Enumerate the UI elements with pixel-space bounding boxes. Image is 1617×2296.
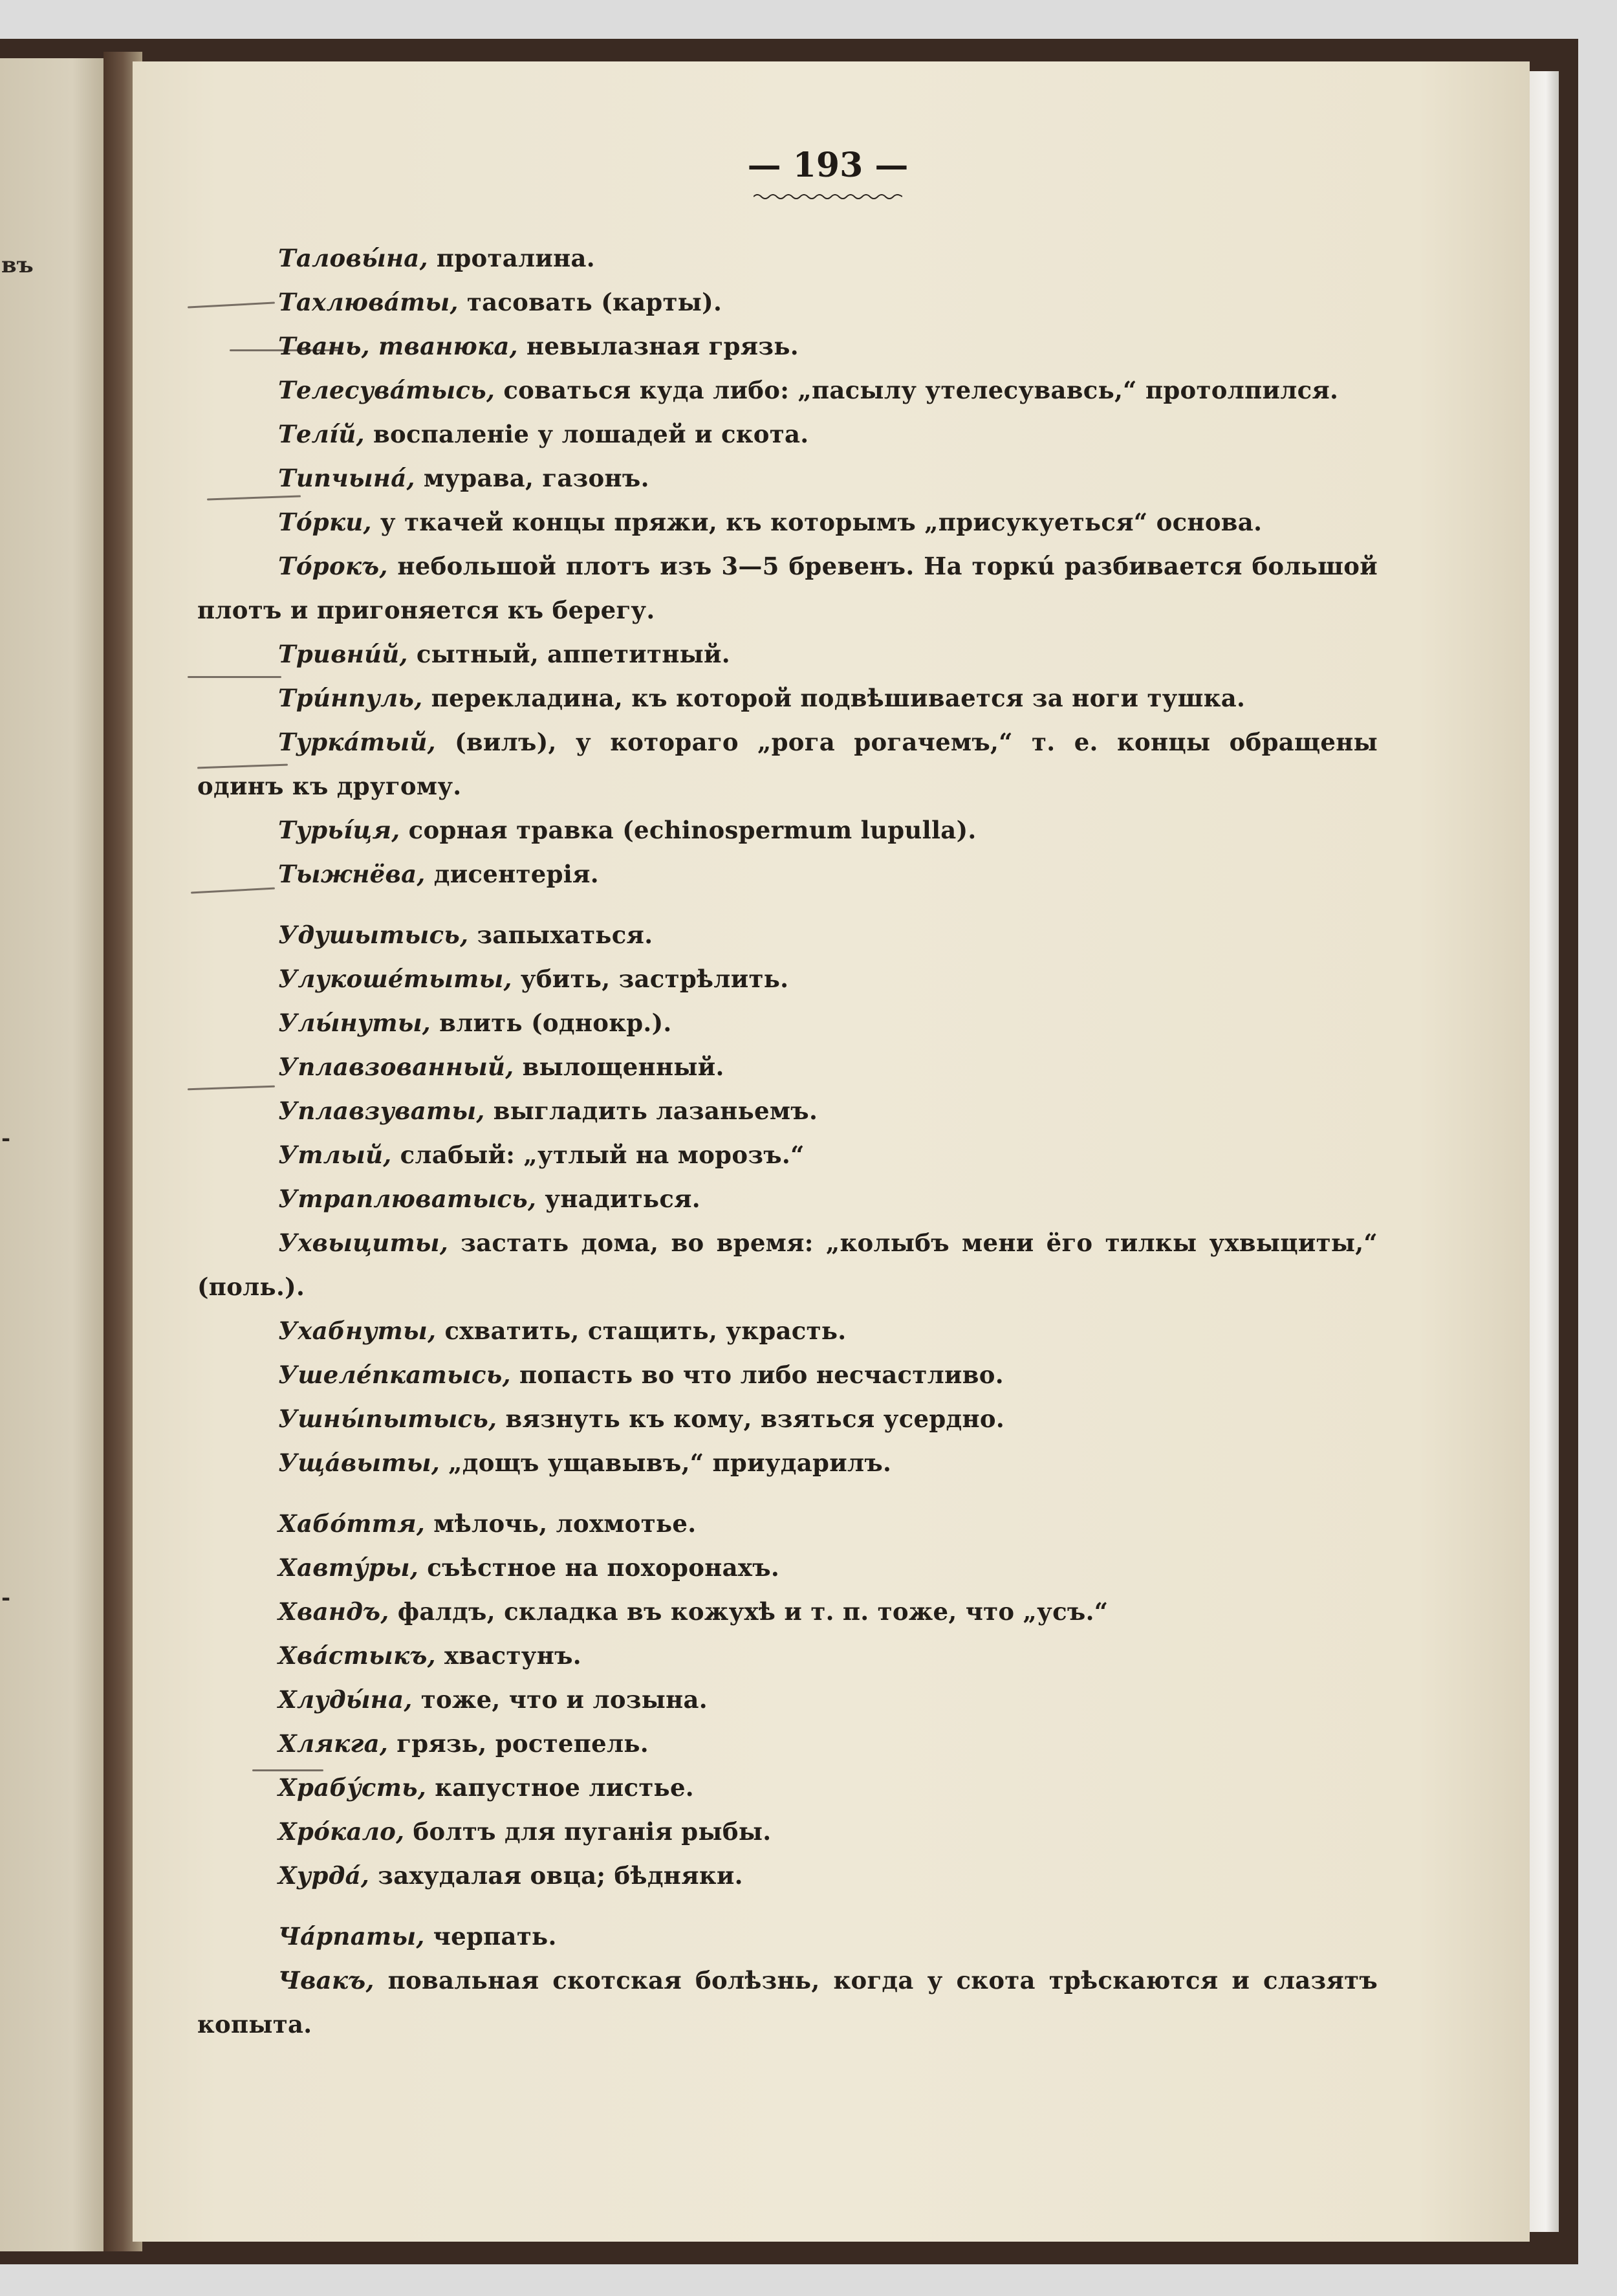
page-number: — 193 — (747, 146, 909, 185)
entry-definition: дисентерія. (425, 860, 599, 888)
entry-definition: попасть во что либо несчастливо. (510, 1361, 1004, 1389)
entry-definition: перекладина, къ которой подвѣшивается за ноги тушка. (422, 684, 1246, 712)
dictionary-entry (197, 1809, 1378, 1853)
entry-definition: болтъ для пуганія рыбы. (404, 1817, 772, 1846)
dictionary-entry (197, 1853, 1378, 1897)
dictionary-entry (197, 1678, 1378, 1722)
entry-definition: у ткачей концы пряжи, къ которымъ „присукуеться“ основа. (371, 508, 1263, 536)
entry-definition: хвастунъ. (435, 1641, 581, 1670)
entry-definition: повальная скотская болѣзнь, когда у скота трѣскаются и слазятъ копыта. (197, 1966, 1378, 2039)
entry-headword: Три́нпуль, (278, 684, 423, 712)
left-page-fragment: - (1, 1126, 11, 1152)
entry-definition: капустное листье. (426, 1773, 694, 1802)
entry-headword: Утраплюватысь, (278, 1185, 537, 1213)
entry-headword: Ча́рпаты, (278, 1922, 425, 1951)
entry-headword: То́рокъ, (278, 552, 388, 580)
dictionary-entry (197, 1546, 1378, 1590)
entry-definition: соваться куда либо: „пасылу утелесувавсь,“ протолпился. (495, 376, 1339, 404)
entry-definition: фалдъ, складка въ кожухѣ и т. п. тоже, что „усъ.“ (389, 1597, 1109, 1626)
entry-definition: слабый: „утлый на морозъ.“ (391, 1141, 805, 1169)
entry-definition: выгладить лазаньемъ. (484, 1097, 818, 1125)
dictionary-entry (197, 720, 1378, 808)
entry-definition: тоже, что и лозына. (412, 1685, 708, 1714)
entry-headword: Хро́кало, (278, 1817, 405, 1846)
entry-definition: проталина. (428, 244, 595, 272)
entry-headword: Улукоше́тыты, (278, 965, 512, 993)
entry-definition: запыхаться. (468, 921, 653, 949)
entry-headword: Ушны́пытысь, (278, 1405, 497, 1433)
entry-definition: вязнуть къ кому, взяться усердно. (497, 1405, 1005, 1433)
dictionary-entry (197, 500, 1378, 544)
entry-headword: Хавту́ры, (278, 1553, 419, 1582)
entry-headword: Хвандъ, (278, 1597, 389, 1626)
entry-definition: мѣлочь, лохмотье. (425, 1509, 697, 1538)
dictionary-entry (197, 1914, 1378, 1958)
dictionary-entry (197, 913, 1378, 957)
entry-headword: Ушеле́пкатысь, (278, 1361, 511, 1389)
dictionary-entries (197, 236, 1378, 2046)
dictionary-entry (197, 1590, 1378, 1634)
entry-definition: вылощенный. (514, 1053, 724, 1081)
dictionary-entry (197, 1309, 1378, 1353)
dictionary-entry (197, 1722, 1378, 1766)
dictionary-entry (197, 280, 1378, 324)
entry-definition: унадиться. (536, 1185, 700, 1213)
entry-headword: Хва́стыкъ, (278, 1641, 436, 1670)
entry-headword: Ухабнуты, (278, 1317, 437, 1345)
dictionary-entry (197, 1001, 1378, 1045)
page-number-underline (754, 193, 902, 201)
entry-definition: невылазная грязь. (517, 332, 799, 360)
dictionary-entry (197, 236, 1378, 280)
page-stack-edge (1526, 71, 1559, 2232)
entry-headword: Твань, тванюка, (278, 332, 518, 360)
entry-definition: (вилъ), у котораго „рога рогачемъ,“ т. е. концы обращены одинъ къ другому. (197, 728, 1378, 800)
entry-definition: влить (однокр.). (430, 1009, 672, 1037)
entry-definition: черпать. (424, 1922, 557, 1951)
entry-headword: Телі́й, (278, 420, 365, 448)
entry-headword: Ухвыциты, (278, 1229, 449, 1257)
dictionary-entry (197, 368, 1378, 412)
entry-headword: Хурда́, (278, 1861, 370, 1890)
entry-headword: Утлый, (278, 1141, 392, 1169)
entry-headword: Храбу́сть, (278, 1773, 427, 1802)
left-page-fragment: въ (1, 252, 34, 278)
entry-headword: Уплавзованный, (278, 1053, 514, 1081)
entry-definition: грязь, ростепель. (388, 1729, 649, 1758)
left-page-fragment: - (1, 1585, 11, 1611)
dictionary-entry (197, 632, 1378, 676)
entry-headword: Турка́тый, (278, 728, 436, 756)
entry-headword: Чвакъ, (278, 1966, 374, 1995)
entry-headword: Ущáвыты, (278, 1449, 440, 1477)
dictionary-entry (197, 544, 1378, 632)
dictionary-entry (197, 1089, 1378, 1133)
entry-definition: тасовать (карты). (458, 288, 722, 316)
dictionary-entry (197, 808, 1378, 852)
entry-definition: сорная травка (echinospermum lupulla). (400, 816, 977, 844)
entry-definition: мурава, газонъ. (415, 464, 649, 492)
dictionary-entry (197, 1353, 1378, 1397)
entry-definition: захудалая овца; бѣдняки. (369, 1861, 743, 1890)
entry-definition: воспаленіе у лошадей и скота. (364, 420, 809, 448)
entry-headword: Удушытысь, (278, 921, 469, 949)
dictionary-entry (197, 1958, 1378, 2046)
dictionary-entry (197, 1177, 1378, 1221)
entry-definition: убить, застрѣлить. (512, 965, 789, 993)
dictionary-entry (197, 1133, 1378, 1177)
dictionary-entry (197, 456, 1378, 500)
entry-headword: Хлякга, (278, 1729, 389, 1758)
entry-headword: Тривни́й, (278, 640, 408, 668)
entry-headword: Телесува́тысь, (278, 376, 495, 404)
dictionary-entry (197, 412, 1378, 456)
entry-headword: Тахлюва́ты, (278, 288, 459, 316)
entry-headword: Уплавзуваты, (278, 1097, 485, 1125)
dictionary-entry (197, 957, 1378, 1001)
entry-headword: Типчына́, (278, 464, 415, 492)
dictionary-entry (197, 324, 1378, 368)
left-page-edge (0, 58, 103, 2251)
entry-headword: Турьíця, (278, 816, 400, 844)
entry-headword: Тыжнёва, (278, 860, 426, 888)
entry-headword: Улы́нуты, (278, 1009, 431, 1037)
entry-definition: застать дома, во время: „колыбъ мени ёго тилкы ухвыциты,“ (поль.). (197, 1229, 1378, 1301)
entry-definition: сытный, аппетитный. (407, 640, 730, 668)
dictionary-entry (197, 1502, 1378, 1546)
entry-headword: Таловы́на, (278, 244, 428, 272)
dictionary-entry (197, 1766, 1378, 1809)
dictionary-entry (197, 852, 1378, 896)
entry-definition: небольшой плотъ изъ 3—5 бревенъ. На торкú разбивается большой плотъ и пригоняется къ берегу. (197, 552, 1378, 624)
entry-headword: Хлуды́на, (278, 1685, 413, 1714)
dictionary-entry (197, 1221, 1378, 1309)
entry-headword: То́рки, (278, 508, 372, 536)
dictionary-entry (197, 1045, 1378, 1089)
dictionary-entry (197, 1397, 1378, 1441)
dictionary-entry (197, 1634, 1378, 1678)
entry-definition: схватить, стащить, украсть. (436, 1317, 847, 1345)
entry-definition: „дощъ ущавывъ,“ приударилъ. (440, 1449, 892, 1477)
dictionary-entry (197, 676, 1378, 720)
entry-headword: Хабо́ття, (278, 1509, 426, 1538)
dictionary-entry (197, 1441, 1378, 1485)
entry-definition: съѣстное на похоронахъ. (418, 1553, 780, 1582)
